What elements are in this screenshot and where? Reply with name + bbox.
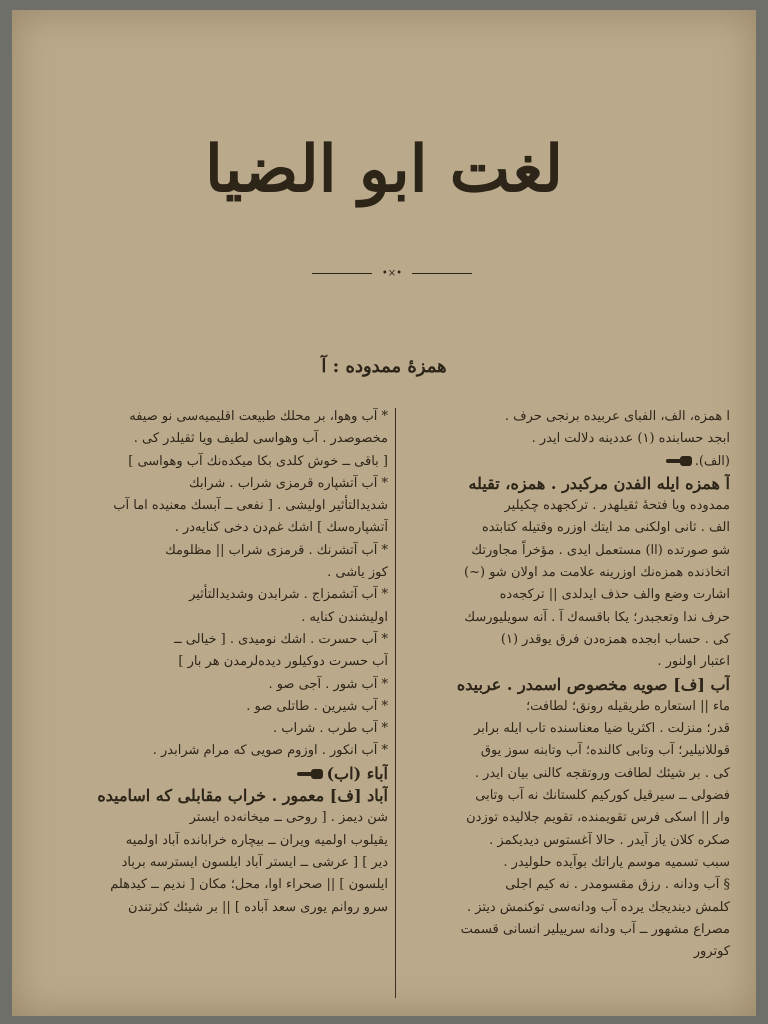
text-line: * آب طرب . شراب . — [273, 721, 388, 737]
text-line: سرو روانم یوری سعد آباده ] || بر شیئك کثرتندن — [127, 899, 388, 915]
text-line: * آب شور . آجی صو . — [268, 676, 388, 692]
text-line: § آب ودانه . رزق مقسومدر . نه کیم اجلی — [505, 877, 730, 893]
text-line: * آب وهوا، بر محلك طبیعت اقلیمیه‌سی نو صیفه — [129, 409, 388, 424]
ornament-line-left — [312, 273, 372, 274]
pointing-hand-icon — [666, 456, 692, 466]
title-ornament — [312, 268, 472, 280]
text-line: (الف). — [404, 451, 730, 473]
text-line: * آب آتشرنك . قرمزی شراب || مظلومك — [165, 542, 388, 558]
text-line: آتشپاره‌سك ] اشك غم‌دن دخی کنایه‌در . — [174, 520, 388, 536]
text-line: فضولی ــ سیرقیل کورکیم کلستانك نه آب وتابی — [475, 788, 730, 804]
text-line: دیر ] [ عرشی ــ ایستر آباد ایلسون ایسترسه برباد — [121, 854, 388, 870]
text-line: مخصوصدر . آب وهواسی لطیف ویا ثقیلدر کی . — [133, 431, 388, 447]
text-line: * آب حسرت . اشك نومیدی . [ خیالی ــ — [174, 631, 388, 647]
text-line: آباء (اب) — [50, 763, 388, 785]
scanned-page — [12, 10, 756, 1016]
text-line: شدیدالتأثیر اولیشی . [ نفعی ــ آبسك معنیده اما آب — [113, 498, 388, 514]
text-line: صکره کلان یاز آیدر . حالا آغستوس دیدیکمز . — [489, 832, 730, 848]
text-line: کوز یاشی . — [327, 565, 388, 581]
text-line: [ باقی ــ خوش کلدی بکا میکده‌نك آب وهواسی ] — [128, 453, 388, 469]
text-line: ا همزه، الف، الفبای عربیده برنجی حرف . — [504, 409, 730, 424]
text-line: شن دیمز . [ روحی ــ میخانه‌ده ایستر — [189, 810, 388, 826]
text-line: آباد [ف] معمور . خراب مقابلی که اسامیده — [97, 786, 388, 806]
text-line: * آب آتشپاره قرمزی شراب . شرابك — [189, 475, 388, 491]
section-heading: همزهٔ ممدوده : آ — [321, 356, 447, 377]
text-line: ماء || استعاره طریقیله رونق؛ لطافت؛ — [526, 698, 730, 714]
text-line: وار || اسکی فرس تقویمنده، تقویم جلالیده توزدن — [466, 810, 730, 826]
text-line: اولیشندن کنایه . — [301, 609, 388, 625]
text-line: آب حسرت دوکیلور دیده‌لرمدن هر بار ] — [178, 654, 388, 670]
pointing-hand-icon — [297, 769, 323, 779]
text-line: سبب تسمیه موسم یاراتك بوآیده حلولیدر . — [503, 854, 730, 870]
dictionary-title: لغت ابو الضيا — [204, 132, 564, 207]
text-line: کی . بر شیئك لطافت وروتقجه کالنی بیان ایدر . — [474, 765, 730, 781]
text-line: کوترور — [693, 944, 730, 960]
text-line: ابجد حسابنده (١) عددینه دلالت ایدر . — [531, 431, 730, 447]
text-line: شو صورتده (اا) مستعمل ایدی . مؤخراً مجاورتك — [471, 542, 730, 558]
text-line: الف . ثانی اولکنی مد ایتك اوزره وقتیله کتابتده — [481, 520, 730, 536]
text-line: کی . حساب ابجده همزه‌دن فرق یوقدر (١) — [500, 631, 730, 647]
text-line: حرف ندا وتعجبدر؛ یکا باقسه‌ك آ . آنه سویلیورسك — [464, 609, 730, 625]
text-line: قوللانیلیر؛ آب وتابی کالنده؛ آب وتابنه سوز یوق — [480, 743, 730, 759]
text-line: ایلسون ] || صحراء اوا، محل؛ مکان [ ندیم ــ کیدهلم — [110, 877, 388, 893]
text-line: اشارت وضع والف حذف ایدلدی || ترکجه‌ده — [499, 587, 730, 603]
text-line: اتخاذنده همزه‌نك اوزرینه علامت مد اولان شو (~) — [464, 565, 730, 581]
text-line: ممدوده ویا فتحهٔ ثقیلهدر . ترکجهده چکیلیر — [504, 498, 730, 514]
right-column — [404, 406, 730, 963]
column-divider — [395, 408, 396, 998]
left-column — [50, 406, 388, 919]
text-line: * آب آتشمزاج . شرابدن وشدیدالتأثیر — [189, 587, 388, 603]
text-line: مصراع مشهور ــ آب ودانه سرییلیر انسانی قسمت — [460, 921, 730, 937]
text-line: * آب شیرین . طاتلی صو . — [246, 698, 388, 714]
text-line: اعتبار اولنور . — [657, 654, 730, 670]
text-line: * آب انکور . اوزوم صویی که مرام شرابدر . — [152, 743, 388, 759]
ornament-line-right — [412, 273, 472, 274]
text-line: آ همزه ایله الفدن مرکبدر . همزه، تقیله — [468, 473, 730, 493]
ornament-center: •×• — [381, 268, 403, 279]
text-line: کلمش دیندیجك یرده آب ودانه‌سی توکنمش دیتز . — [466, 899, 730, 915]
text-line: قدر؛ منزلت . اکثریا ضیا معناسنده تاب ایله برابر — [474, 721, 730, 737]
text-line: یقیلوب اولمیه ویران ــ بیچاره خرابانده آباد اولمیه — [125, 832, 388, 848]
text-line: آب [ف] صویه مخصوص اسمدر . عربیده — [456, 674, 730, 694]
